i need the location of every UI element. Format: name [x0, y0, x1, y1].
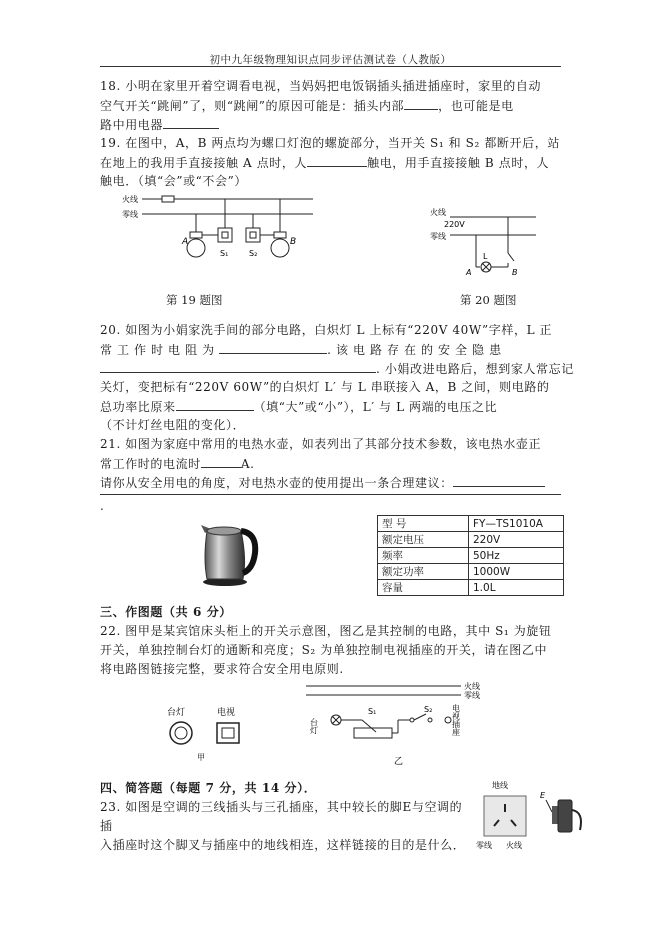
fig22-lamp-vertical-label: 台灯 — [309, 718, 319, 734]
spec-row — [378, 580, 564, 596]
fig20-label-b: B — [512, 268, 518, 277]
spec-table — [377, 515, 564, 596]
q19-line1: 19. 在图中，A，B 两点均为螺口灯泡的螺旋部分，当开关 S₁ 和 S₂ 都断开后，站 — [100, 136, 560, 150]
figure-23-socket-plug — [474, 778, 594, 850]
spec-value: 220V — [469, 532, 564, 548]
fig22-s2-label: S₂ — [424, 705, 433, 714]
q18-line3 — [100, 116, 219, 133]
spec-row — [378, 532, 564, 548]
fig19-neutral-label: 零线 — [122, 210, 138, 219]
fig22-socket-label: 电视插座 — [451, 704, 461, 736]
q23-line2: 插 — [100, 819, 113, 833]
fig19-s2-label: S₂ — [249, 249, 258, 258]
fig22-live-label: 火线 — [464, 682, 480, 691]
fig23-neutral-label: 零线 — [476, 841, 492, 850]
spec-row — [378, 516, 564, 532]
figure-20-circuit — [428, 205, 538, 280]
q20-answer-blank-1[interactable] — [219, 341, 327, 354]
q21-dot: . — [100, 499, 105, 513]
q22-line3: 将电路图链接完整，要求符合安全用电原则. — [100, 662, 344, 676]
fig20-label-a: A — [466, 268, 472, 277]
fig22-jia-label: 甲 — [197, 753, 205, 762]
fig20-voltage-label: 220V — [444, 220, 465, 229]
section-3-heading: 三、作图题（共 6 分） — [100, 605, 232, 619]
q20-line6: （不计灯丝电阻的变化）． — [100, 418, 246, 432]
q21-line1: 21. 如图为家庭中常用的电热水壶，如表列出了其部分技术参数，该电热水壶正 — [100, 437, 542, 451]
fig20-label-l: L — [483, 252, 488, 261]
figure-22-circuit — [306, 680, 496, 770]
q19-line2b: 触电，用手直接接触 B 点时，人 — [367, 156, 550, 170]
fig22-tv-label: 电视 — [217, 708, 236, 718]
fig19-label-b: B — [290, 237, 297, 247]
q22-line1: 22. 图甲是某宾馆床头柜上的开关示意图，图乙是其控制的电路，其中 S₁ 为旋钮 — [100, 624, 552, 638]
fig23-socket — [484, 796, 526, 836]
fig20-live-label: 火线 — [430, 208, 446, 217]
q20-line2a: 常 工 作 时 电 阻 为 — [100, 343, 215, 357]
fig20-neutral-label: 零线 — [430, 232, 446, 241]
fig23-plug-pins — [552, 806, 558, 824]
page-header: 初中九年级物理知识点同步评估测试卷（人教版） — [209, 54, 452, 66]
fig19-lamp-b — [271, 239, 289, 257]
q20-line5 — [100, 398, 497, 415]
q20-line3b: . 小娟改进电路后，想到家人常忘记 — [376, 362, 574, 376]
fig22-lamp-label: 台灯 — [167, 708, 186, 718]
fig22-socket-terminal — [445, 717, 451, 723]
q21-answer-line[interactable] — [100, 494, 561, 495]
fig19-fuse — [162, 196, 174, 202]
fig22-neutral-label: 零线 — [464, 691, 480, 700]
spec-value: 50Hz — [469, 548, 564, 564]
fig22-yi-label: 乙 — [394, 757, 404, 767]
spec-key: 容量 — [378, 580, 469, 596]
fig19-lamp-a — [187, 239, 205, 257]
q21-line2a: 常工作时的电流时 — [100, 457, 201, 471]
spec-key: 额定功率 — [378, 564, 469, 580]
spec-value: 1000W — [469, 564, 564, 580]
q23-line3: 入插座时这个脚叉与插座中的地线相连，这样链接的目的是什么． — [100, 838, 466, 852]
q18-line2 — [100, 97, 514, 114]
fig20-switch — [508, 253, 514, 261]
fig19-caption: 第 19 题图 — [166, 293, 223, 307]
fig23-plug — [558, 800, 572, 832]
section-4-heading: 四、简答题（每题 7 分，共 14 分）． — [100, 781, 317, 795]
fig19-label-a: A — [182, 237, 189, 247]
q20-line1: 20. 如图为小娟家洗手间的部分电路，白炽灯 L 上标有“220V 40W”字样，L 正 — [100, 323, 553, 337]
fig23-live-label: 火线 — [506, 841, 522, 850]
q18-answer-blank-2[interactable] — [163, 116, 219, 129]
q21-line3-text: 请你从安全用电的角度，对电热水壶的使用提出一条合理建议： — [100, 476, 453, 490]
q19-answer-blank-1[interactable] — [307, 154, 367, 167]
q20-line5b: （填“大”或“小”），L′ 与 L 两端的电压之比 — [253, 400, 498, 414]
q22-line2: 开关，单独控制台灯的通断和亮度；S₂ 为单独控制电视插座的开关，请在图乙中 — [100, 643, 548, 657]
q18-line1: 18. 小明在家里开着空调看电视，当妈妈把电饭锅插头插进插座时，家里的自动 — [100, 79, 542, 93]
q20-line4: 关灯，变把标有“220V 60W”的白炽灯 L′ 与 L 串联接入 A，B 之间，则电路的 — [100, 380, 550, 394]
figure-19-circuit — [118, 192, 318, 270]
q21-answer-blank-2[interactable] — [453, 474, 545, 487]
fig23-e-label: E — [540, 791, 546, 800]
q19-line2a: 在地上的我用手直接接触 A 点时，人 — [100, 156, 308, 170]
q18-line3-text: 路中用电器 — [100, 118, 164, 132]
spec-row — [378, 548, 564, 564]
q18-line2a: 空气开关“跳闸”了，则“跳闸”的原因可能是：插头内部 — [100, 99, 405, 113]
fig19-s1-label: S₁ — [220, 249, 229, 258]
q20-line2b: . 该 电 路 存 在 的 安 全 隐 患 — [327, 343, 502, 357]
spec-key: 频率 — [378, 548, 469, 564]
q20-line5a: 总功率比原来 — [100, 400, 176, 414]
q20-line2 — [100, 341, 502, 358]
header-rule — [100, 66, 561, 67]
fig22-s1-label: S₁ — [368, 707, 377, 716]
q21-line2b: A. — [240, 457, 255, 471]
q21-answer-blank-1[interactable] — [201, 455, 241, 468]
q20-answer-blank-2[interactable] — [100, 360, 376, 373]
kettle-image — [197, 519, 259, 587]
spec-value: 1.0L — [469, 580, 564, 596]
spec-key: 型 号 — [378, 516, 469, 532]
figure-22-switch-panel — [165, 703, 265, 763]
q20-line3 — [100, 360, 574, 377]
fig19-live-label: 火线 — [122, 195, 138, 204]
q23-line1: 23. 如图是空调的三线插头与三孔插座，其中较长的脚E与空调的 — [100, 800, 463, 814]
spec-value: FY—TS1010A — [469, 516, 564, 532]
q18-line2b: ，也可能是电 — [438, 99, 514, 113]
q19-line3: 触电．（填“会”或“不会”） — [100, 174, 247, 188]
spec-key: 额定电压 — [378, 532, 469, 548]
fig20-caption: 第 20 题图 — [460, 293, 517, 307]
q20-answer-blank-3[interactable] — [176, 398, 254, 411]
fig23-ground-label: 地线 — [492, 781, 508, 790]
q21-line2 — [100, 455, 255, 472]
q18-answer-blank-1[interactable] — [404, 97, 438, 110]
spec-row — [378, 564, 564, 580]
q21-line3 — [100, 474, 545, 491]
q19-line2 — [100, 154, 549, 171]
